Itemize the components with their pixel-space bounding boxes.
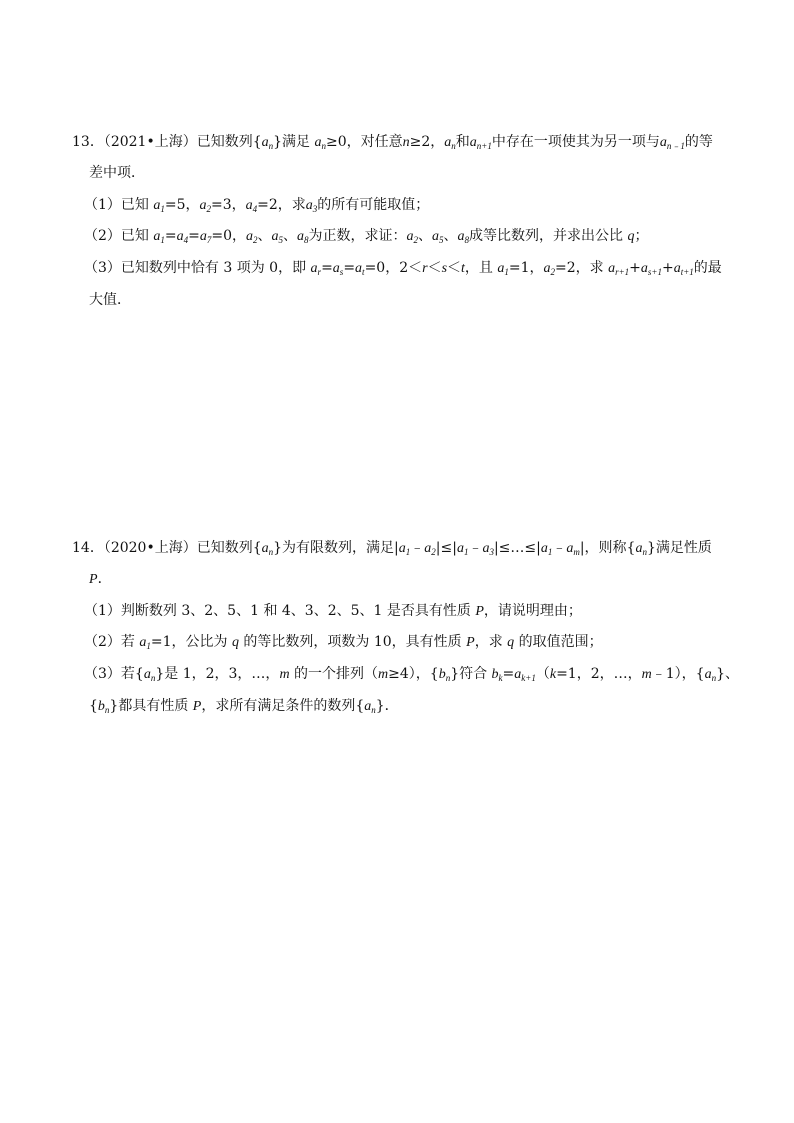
problem-14-part-3-line2: $\{b_n\}$都具有性质 P，求所有满足条件的数列$\{a_n\}$． xyxy=(89,698,399,715)
problem-13-part-2: （2）已知 $a_1=a_4=a_7=0$，$a_2$、$a_5$、$a_8$为正数，求证：$a_2$、$a_5$、$a_8$成等比数列，并求出公比 q； xyxy=(84,228,649,245)
problem-13-part-3: （3）已知数列中恰有 3 项为 0，即 $a_r=a_s=a_t=0$，2＜r＜s＜t，且 $a_1=1$，$a_2=2$，求 $a_{r+1}+a_{s+1}+a_{t+1}$的最 xyxy=(84,260,722,277)
problem-13-stem-line2: 差中项． xyxy=(89,165,145,181)
problem-source: （2021•上海） xyxy=(103,134,197,150)
problem-14-stem-line1: 14．（2020•上海）已知数列$\{a_n\}$为有限数列，满足$|a_1﹣a_2|\le|a_1﹣a_3|\le\dots\le|a_1﹣a_m|$，则称$\{a_n\}$满足性质 xyxy=(72,540,712,557)
problem-source: （2020•上海） xyxy=(103,540,197,556)
problem-13-part-1: （1）已知 $a_1=5$，$a_2=3$，$a_4=2$，求$a_3$的所有可能取值； xyxy=(84,197,430,214)
problem-14-part-3: （3）若$\{a_n\}$是 1，2，3，…，m 的一个排列（m≥4），$\{b_n\}$符合 $b_k=a_{k+1}(k=1$，2，…，m﹣1），$\{a_n\}$、 xyxy=(84,666,739,683)
problem-14-stem-line2: P． xyxy=(89,571,112,587)
problem-14-part-2: （2）若 $a_1=1$，公比为 q 的等比数列，项数为 10，具有性质 P，求 q 的取值范围； xyxy=(84,634,603,651)
problem-number: 13． xyxy=(72,134,104,150)
problem-14-part-1: （1）判断数列 3、2、5、1 和 4、3、2、5、1 是否具有性质 P，请说明理由； xyxy=(84,603,582,619)
problem-13-part-3-line2: 大值． xyxy=(89,292,131,308)
problem-13-stem-line1: 13．（2021•上海）已知数列$\{a_n\}$满足 $a_n\ge 0$，对任意n≥2，$a_n$和$a_{n+1}$中存在一项使其为另一项与$a_{n﹣1}$的等 xyxy=(72,134,713,151)
problem-number: 14． xyxy=(72,540,104,556)
